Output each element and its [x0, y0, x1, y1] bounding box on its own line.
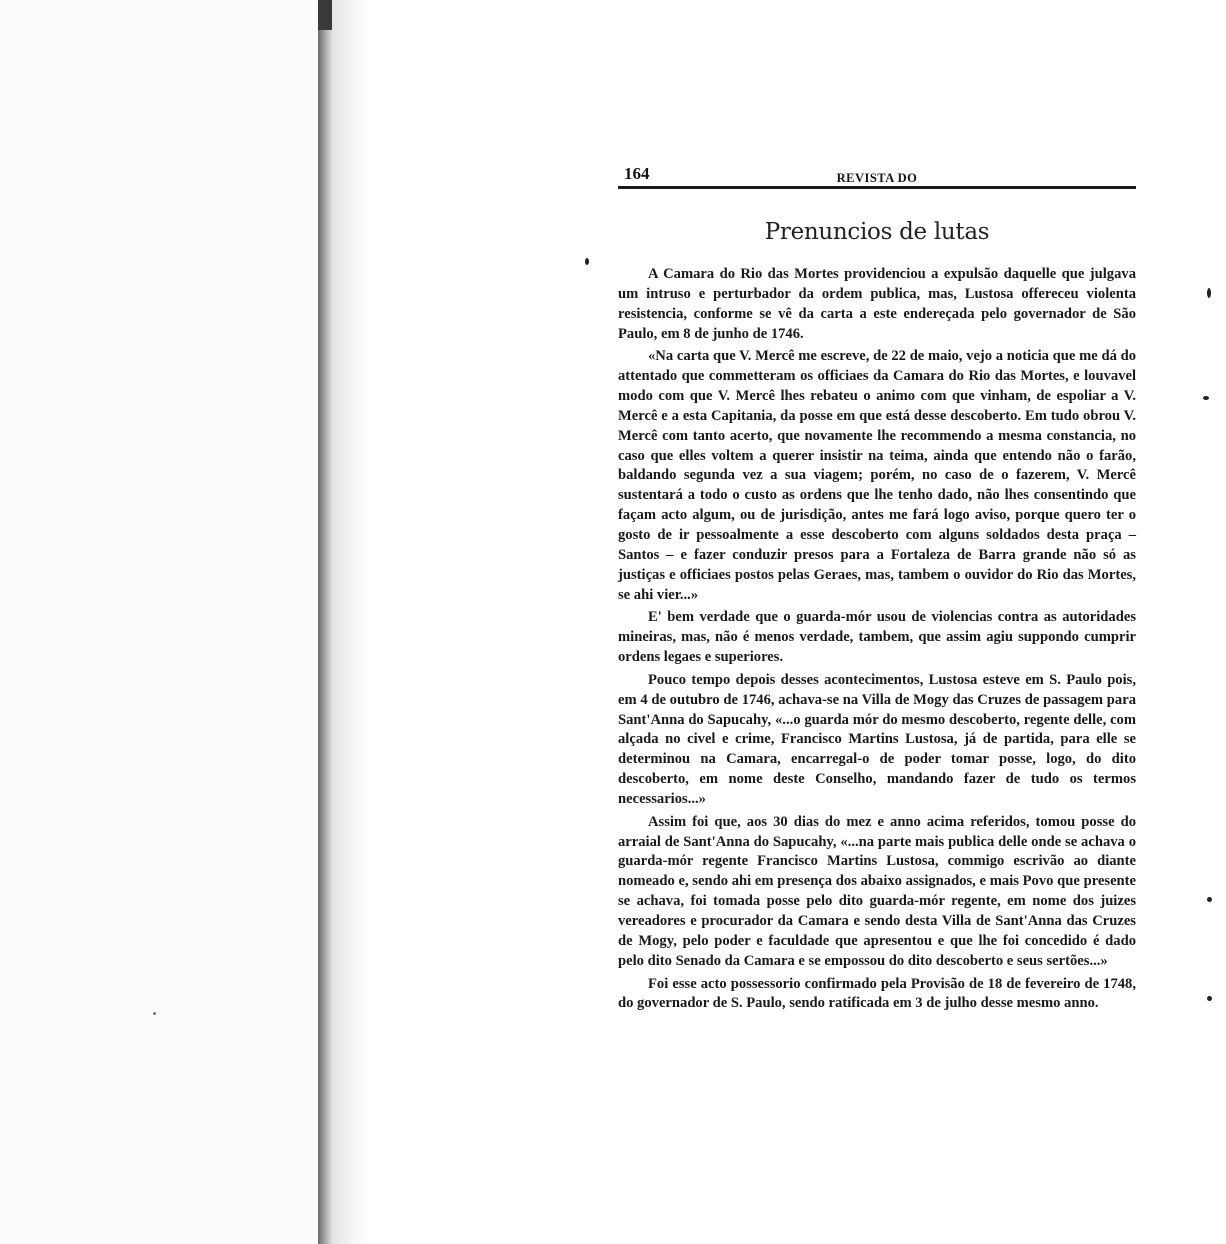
section-heading: Prenuncios de lutas [764, 219, 990, 245]
paragraph: E' bem verdade que o guarda-mór usou de violencias contra as autoridades mineiras, mas, não é menos verdade, tambem, que assim agiu suppondo cumprir ordens legaes e superiores. [618, 609, 1136, 666]
scan-speck [1207, 996, 1212, 1001]
scan-speck [585, 258, 589, 265]
quoted-letter-paragraph: «Na carta que V. Mercê me escreve, de 22 de maio, vejo a noticia que me dá do attentado que commetteram os officiaes da Camara do Rio das Mortes, e louvavel modo com que V. Mercê lhes rebateu o animo com que vinham, de espoliar a V. Mercê e a esta Capitania, da posse em que está desse descoberto. Em tudo obrou V. Mercê com tanto acerto, que novamente lhe recommendo a mesma constancia, no caso que elles voltem a querer insistir na teima, ainda que entendo não o farão, baldando segunda vez a sua viagem; porém, no caso de o fazerem, V. Mercê sustentará a todo o custo as ordens que lhe tenho dado, não lhes consentindo que façam acto algum, ou de jurisdição, antes me fará logo aviso, porque quero ter o gosto de ir pessoalmente a esse descoberto com alguns soldados desta praça – Santos – e fazer conduzir presos para a Fortaleza de Barra grande não só as justiças e officiaes postos pelas Geraes, mas, tambem o ouvidor do Rio das Mortes, se ahi vier...» [618, 348, 1136, 603]
scan-speck [1203, 396, 1209, 400]
paragraph: Foi esse acto possessorio confirmado pela Provisão de 18 de fevereiro de 1748, do governador de S. Paulo, sendo ratificada em 3 de julho desse mesmo anno. [618, 975, 1136, 1012]
page-number: 164 [624, 164, 650, 183]
scan-speck [153, 1012, 156, 1015]
book-binding-shadow [318, 0, 332, 1244]
paragraph: Pouco tempo depois desses acontecimentos, Lustosa esteve em S. Paulo pois, em 4 de outubro de 1746, achava-se na Villa de Mogy das Cruzes de passagem para Sant'Anna do Sapucahy, «...o guarda mór do mesmo descoberto, regente delle, com alçada no civel e crime, Francisco Martins Lustosa, já de partida, para elle se determinou na Camara, encarregal-o de poder tomar posse, logo, do dito descoberto, em nome deste Conselho, mandando fazer de tudo os termos necessarios...» [618, 671, 1136, 807]
paragraph: A Camara do Rio das Mortes providenciou a expulsão daquelle que julgava um intruso e perturbador da ordem publica, mas, Lustosa offereceu violenta resistencia, conforme se vê da carta a este endereçada pelo governador de São Paulo, em 8 de junho de 1746. [618, 266, 1136, 342]
scan-speck [1207, 897, 1212, 902]
left-blank-page [0, 0, 318, 1244]
paragraph: Assim foi que, aos 30 dias do mez e anno acima referidos, tomou posse do arraial de Sant'Anna do Sapucahy, «...na parte mais publica delle onde se achava o guarda-mór regente Francisco Martins Lustosa, commigo escrivão ao diante nomeado e, sendo ahi em presença dos abaixo assignados, e mais Povo que presente se achava, foi tomada posse pelo dito guarda-mór regente, em nome dos juizes vereadores e procurador da Camara e sendo desta Villa de Sant'Anna das Cruzes de Mogy, pelo poder e faculdade que apresentou e que lhe foi concedido é dado pelo dito Senado da Camara e se empossou do dito descoberto e seus sertões...» [618, 813, 1136, 969]
book-page [618, 160, 1136, 1017]
scan-speck [1207, 288, 1211, 298]
running-head [618, 160, 1136, 189]
journal-title: REVISTA DO [836, 171, 918, 185]
binding-gradient [332, 0, 372, 1244]
